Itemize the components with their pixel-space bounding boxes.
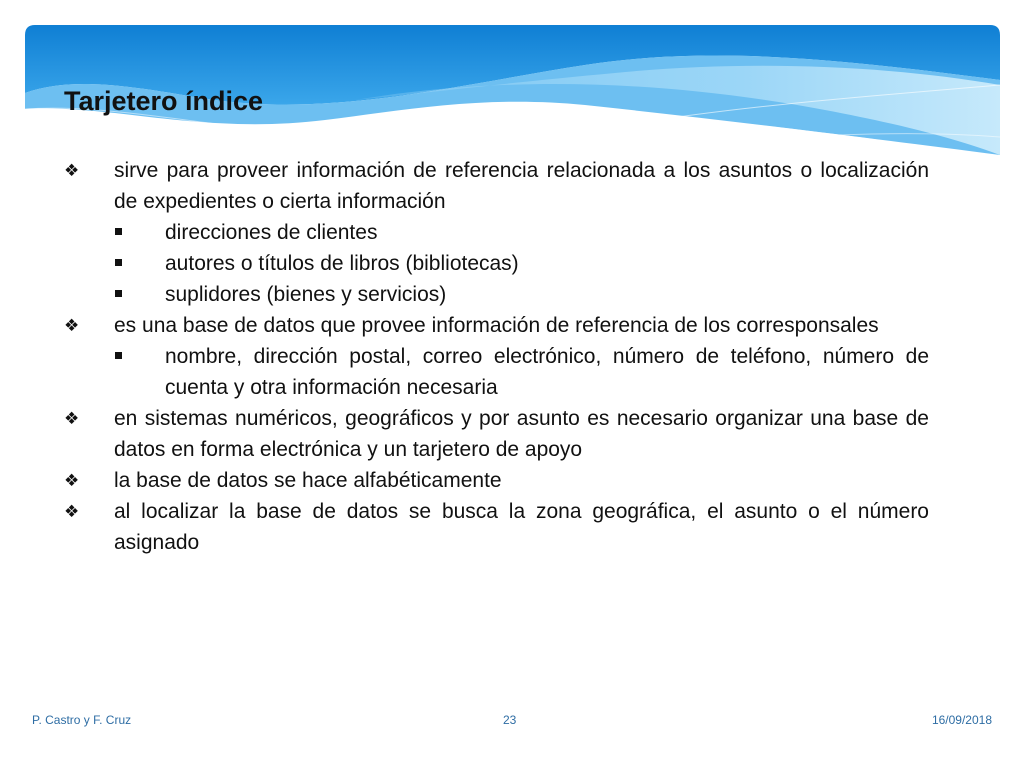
bullet-text: sirve para proveer información de referencia relacionada a los asuntos o localización de expedientes o cierta información (114, 159, 929, 213)
slide-title: Tarjetero índice (64, 86, 264, 116)
sub-bullet-item (64, 217, 929, 248)
sub-bullet-item (64, 341, 929, 403)
diamond-bullet-icon: ❖ (64, 316, 80, 335)
bullet-text: en sistemas numéricos, geográficos y por asunto es necesario organizar una base de datos en forma electrónica y un tarjetero de apoyo (114, 407, 929, 461)
square-bullet-icon (115, 352, 122, 359)
bullet-text: al localizar la base de datos se busca la zona geográfica, el asunto o el número asignado (114, 500, 929, 554)
diamond-bullet-icon: ❖ (64, 161, 80, 180)
diamond-bullet-icon: ❖ (64, 502, 80, 521)
sub-bullet-text: autores o títulos de libros (bibliotecas) (165, 252, 519, 275)
sub-bullet-text: nombre, dirección postal, correo electrónico, número de teléfono, número de cuenta y otra información necesaria (165, 345, 929, 399)
sub-bullet-text: suplidores (bienes y servicios) (165, 283, 447, 306)
square-bullet-icon (115, 228, 122, 235)
bullet-item (64, 155, 929, 217)
bullet-item (64, 310, 929, 341)
bullet-item (64, 465, 929, 496)
diamond-bullet-icon: ❖ (64, 471, 80, 490)
footer-author: P. Castro y F. Cruz (32, 713, 132, 727)
bullet-text: la base de datos se hace alfabéticamente (114, 469, 502, 492)
footer-date: 16/09/2018 (931, 713, 992, 727)
square-bullet-icon (115, 259, 122, 266)
bullet-item (64, 403, 929, 465)
sub-bullet-item (64, 248, 929, 279)
diamond-bullet-icon: ❖ (64, 409, 80, 428)
square-bullet-icon (115, 290, 122, 297)
bullet-item (64, 496, 929, 558)
sub-bullet-item (64, 279, 929, 310)
bullet-text: es una base de datos que provee información de referencia de los corresponsales (114, 314, 879, 337)
bullet-list (64, 155, 929, 558)
footer-page-number: 23 (503, 713, 517, 727)
sub-bullet-text: direcciones de clientes (165, 221, 378, 244)
